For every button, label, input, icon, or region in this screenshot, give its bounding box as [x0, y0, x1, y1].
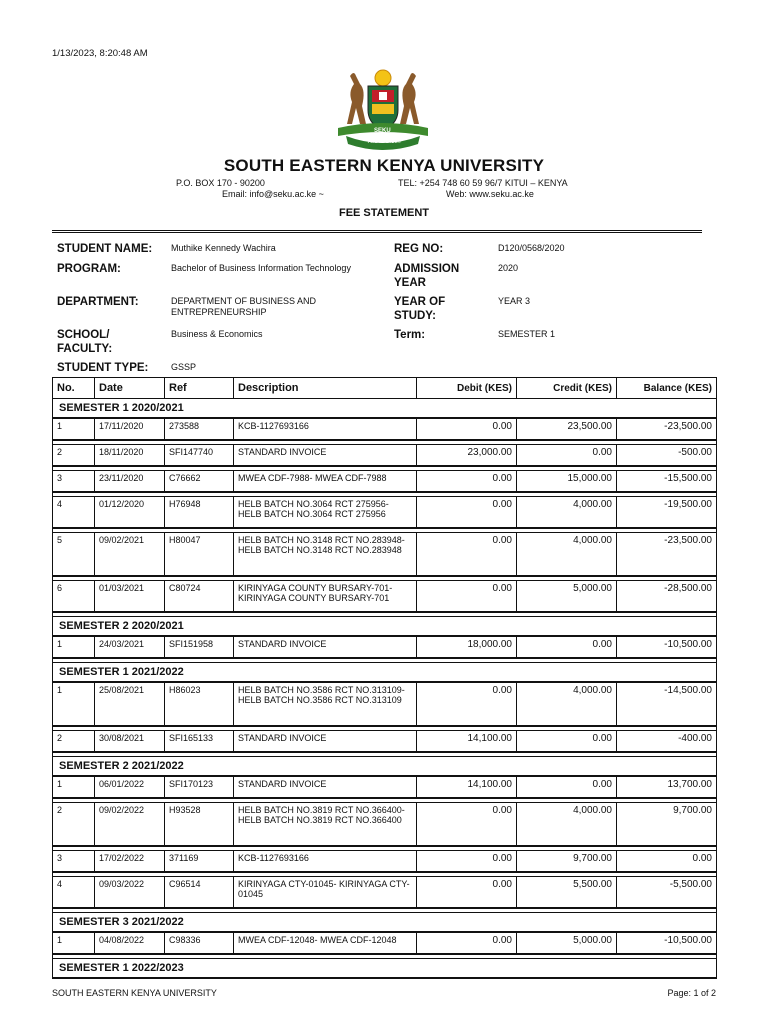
cell-debit: 0.00: [417, 682, 517, 726]
admission-year-label: ADMISSION YEAR: [394, 263, 460, 289]
table-row: [53, 581, 717, 613]
cell-date: 23/11/2020: [95, 471, 165, 493]
cell-balance: -500.00: [617, 445, 717, 467]
cell-no: 1: [53, 682, 95, 726]
cell-credit: 4,000.00: [517, 682, 617, 726]
cell-date: 04/08/2022: [95, 932, 165, 954]
cell-no: 1: [53, 776, 95, 798]
section-title: SEMESTER 1 2020/2021: [53, 399, 717, 419]
cell-ref: C80724: [165, 581, 234, 613]
cell-no: 4: [53, 497, 95, 529]
po-box: P.O. BOX 170 - 90200: [176, 178, 265, 188]
table-row: [53, 445, 717, 467]
section-header-row: [53, 399, 717, 419]
cell-description: HELB BATCH NO.3064 RCT 275956- HELB BATCH NO.3064 RCT 275956: [234, 497, 417, 529]
table-row: [53, 803, 717, 847]
cell-ref: 273588: [165, 418, 234, 440]
student-type: GSSP: [171, 362, 197, 372]
cell-no: 2: [53, 731, 95, 753]
table-row: [53, 533, 717, 577]
cell-no: 2: [53, 803, 95, 847]
program-label: PROGRAM:: [57, 263, 121, 275]
page-number: Page: 1 of 2: [667, 988, 716, 998]
school: Business & Economics: [171, 329, 263, 339]
cell-description: MWEA CDF-12048- MWEA CDF-12048: [234, 932, 417, 954]
section-header-row: [53, 913, 717, 933]
cell-ref: H93528: [165, 803, 234, 847]
cell-debit: 23,000.00: [417, 445, 517, 467]
cell-ref: C96514: [165, 877, 234, 909]
cell-credit: 5,000.00: [517, 932, 617, 954]
department: DEPARTMENT OF BUSINESS AND ENTREPRENEURSHIP: [171, 296, 317, 317]
cell-description: HELB BATCH NO.3819 RCT NO.366400- HELB BATCH NO.3819 RCT NO.366400: [234, 803, 417, 847]
cell-balance: -15,500.00: [617, 471, 717, 493]
university-name: SOUTH EASTERN KENYA UNIVERSITY: [223, 156, 545, 175]
cell-debit: 0.00: [417, 851, 517, 873]
cell-ref: SFI165133: [165, 731, 234, 753]
cell-credit: 15,000.00: [517, 471, 617, 493]
cell-balance: -400.00: [617, 731, 717, 753]
cell-credit: 4,000.00: [517, 497, 617, 529]
header-description: Description: [234, 378, 417, 399]
table-row: [53, 497, 717, 529]
cell-no: 4: [53, 877, 95, 909]
cell-no: 1: [53, 636, 95, 658]
cell-no: 2: [53, 445, 95, 467]
program: Bachelor of Business Information Technology: [171, 263, 351, 273]
cell-debit: 0.00: [417, 803, 517, 847]
cell-description: STANDARD INVOICE: [234, 731, 417, 753]
table-row: [53, 776, 717, 798]
cell-no: 1: [53, 418, 95, 440]
university-crest-logo: [332, 66, 434, 152]
table-row: [53, 932, 717, 954]
cell-debit: 18,000.00: [417, 636, 517, 658]
cell-ref: 371169: [165, 851, 234, 873]
table-header-row: [53, 378, 717, 399]
cell-date: 30/08/2021: [95, 731, 165, 753]
section-title: SEMESTER 2 2020/2021: [53, 617, 717, 637]
cell-balance: -23,500.00: [617, 533, 717, 577]
cell-no: 5: [53, 533, 95, 577]
cell-balance: -14,500.00: [617, 682, 717, 726]
header-date: Date: [95, 378, 165, 399]
cell-description: KCB-1127693166: [234, 851, 417, 873]
cell-ref: H86023: [165, 682, 234, 726]
school-label: SCHOOL/ FACULTY:: [57, 329, 113, 355]
table-row: [53, 731, 717, 753]
cell-balance: -5,500.00: [617, 877, 717, 909]
cell-credit: 5,500.00: [517, 877, 617, 909]
cell-description: HELB BATCH NO.3148 RCT NO.283948- HELB BATCH NO.3148 RCT NO.283948: [234, 533, 417, 577]
cell-no: 3: [53, 851, 95, 873]
email: Email: info@seku.ac.ke ~: [222, 189, 324, 199]
section-header-row: [53, 959, 717, 979]
fee-statement-table: [52, 377, 717, 979]
cell-ref: SFI170123: [165, 776, 234, 798]
section-header-row: [53, 617, 717, 637]
cell-credit: 4,000.00: [517, 803, 617, 847]
cell-date: 09/02/2021: [95, 533, 165, 577]
cell-credit: 0.00: [517, 731, 617, 753]
section-title: SEMESTER 1 2022/2023: [53, 959, 717, 979]
cell-balance: 13,700.00: [617, 776, 717, 798]
print-timestamp: 1/13/2023, 8:20:48 AM: [52, 48, 148, 59]
cell-description: MWEA CDF-7988- MWEA CDF-7988: [234, 471, 417, 493]
header-no: No.: [53, 378, 95, 399]
cell-ref: SFI147740: [165, 445, 234, 467]
cell-no: 1: [53, 932, 95, 954]
header-divider: [52, 230, 702, 233]
cell-credit: 0.00: [517, 776, 617, 798]
admission-year: 2020: [498, 263, 519, 273]
cell-debit: 0.00: [417, 932, 517, 954]
cell-debit: 14,100.00: [417, 731, 517, 753]
cell-credit: 9,700.00: [517, 851, 617, 873]
header-credit: Credit (KES): [517, 378, 617, 399]
cell-credit: 5,000.00: [517, 581, 617, 613]
cell-debit: 0.00: [417, 418, 517, 440]
cell-description: KIRINYAGA COUNTY BURSARY-701- KIRINYAGA COUNTY BURSARY-701: [234, 581, 417, 613]
table-row: [53, 418, 717, 440]
table-row: [53, 851, 717, 873]
cell-date: 24/03/2021: [95, 636, 165, 658]
cell-ref: SFI151958: [165, 636, 234, 658]
cell-no: 6: [53, 581, 95, 613]
header-balance: Balance (KES): [617, 378, 717, 399]
table-row: [53, 636, 717, 658]
cell-date: 17/11/2020: [95, 418, 165, 440]
section-header-row: [53, 757, 717, 777]
cell-debit: 0.00: [417, 877, 517, 909]
cell-debit: 14,100.00: [417, 776, 517, 798]
cell-credit: 0.00: [517, 445, 617, 467]
cell-description: KCB-1127693166: [234, 418, 417, 440]
cell-balance: 0.00: [617, 851, 717, 873]
cell-balance: -10,500.00: [617, 932, 717, 954]
cell-description: KIRINYAGA CTY-01045- KIRINYAGA CTY-01045: [234, 877, 417, 909]
cell-balance: -10,500.00: [617, 636, 717, 658]
crest-acronym: SEKU: [374, 128, 391, 134]
cell-balance: -19,500.00: [617, 497, 717, 529]
header-debit: Debit (KES): [417, 378, 517, 399]
reg-no-label: REG NO:: [394, 243, 444, 255]
cell-ref: C98336: [165, 932, 234, 954]
footer-university: SOUTH EASTERN KENYA UNIVERSITY: [52, 988, 217, 998]
table-row: [53, 682, 717, 726]
cell-description: STANDARD INVOICE: [234, 445, 417, 467]
section-title: SEMESTER 3 2021/2022: [53, 913, 717, 933]
cell-description: STANDARD INVOICE: [234, 776, 417, 798]
student-name: Muthike Kennedy Wachira: [171, 243, 276, 253]
cell-debit: 0.00: [417, 497, 517, 529]
reg-no: D120/0568/2020: [498, 243, 565, 253]
crest-motto: Arid to Green: [368, 139, 401, 145]
cell-balance: -28,500.00: [617, 581, 717, 613]
year-of-study: YEAR 3: [498, 296, 531, 306]
student-type-label: STUDENT TYPE:: [57, 362, 149, 374]
cell-date: 25/08/2021: [95, 682, 165, 726]
section-header-row: [53, 663, 717, 683]
cell-date: 09/03/2022: [95, 877, 165, 909]
department-label: DEPARTMENT:: [57, 296, 139, 308]
cell-credit: 0.00: [517, 636, 617, 658]
cell-date: 01/03/2021: [95, 581, 165, 613]
cell-no: 3: [53, 471, 95, 493]
cell-date: 18/11/2020: [95, 445, 165, 467]
cell-balance: -23,500.00: [617, 418, 717, 440]
cell-debit: 0.00: [417, 581, 517, 613]
table-row: [53, 877, 717, 909]
cell-ref: C76662: [165, 471, 234, 493]
term-label: Term:: [394, 329, 426, 341]
cell-debit: 0.00: [417, 471, 517, 493]
cell-description: STANDARD INVOICE: [234, 636, 417, 658]
year-of-study-label: YEAR OF STUDY:: [394, 296, 446, 322]
header-ref: Ref: [165, 378, 234, 399]
cell-credit: 4,000.00: [517, 533, 617, 577]
cell-ref: H80047: [165, 533, 234, 577]
cell-date: 09/02/2022: [95, 803, 165, 847]
table-row: [53, 471, 717, 493]
cell-balance: 9,700.00: [617, 803, 717, 847]
student-name-label: STUDENT NAME:: [57, 243, 153, 255]
cell-date: 01/12/2020: [95, 497, 165, 529]
website: Web: www.seku.ac.ke: [446, 189, 534, 199]
telephone: TEL: +254 748 60 59 96/7 KITUI – KENYA: [398, 178, 568, 188]
cell-date: 06/01/2022: [95, 776, 165, 798]
cell-description: HELB BATCH NO.3586 RCT NO.313109- HELB BATCH NO.3586 RCT NO.313109: [234, 682, 417, 726]
cell-date: 17/02/2022: [95, 851, 165, 873]
cell-credit: 23,500.00: [517, 418, 617, 440]
document-title: FEE STATEMENT: [338, 207, 430, 219]
cell-ref: H76948: [165, 497, 234, 529]
section-title: SEMESTER 2 2021/2022: [53, 757, 717, 777]
term: SEMESTER 1: [498, 329, 556, 339]
section-title: SEMESTER 1 2021/2022: [53, 663, 717, 683]
cell-debit: 0.00: [417, 533, 517, 577]
